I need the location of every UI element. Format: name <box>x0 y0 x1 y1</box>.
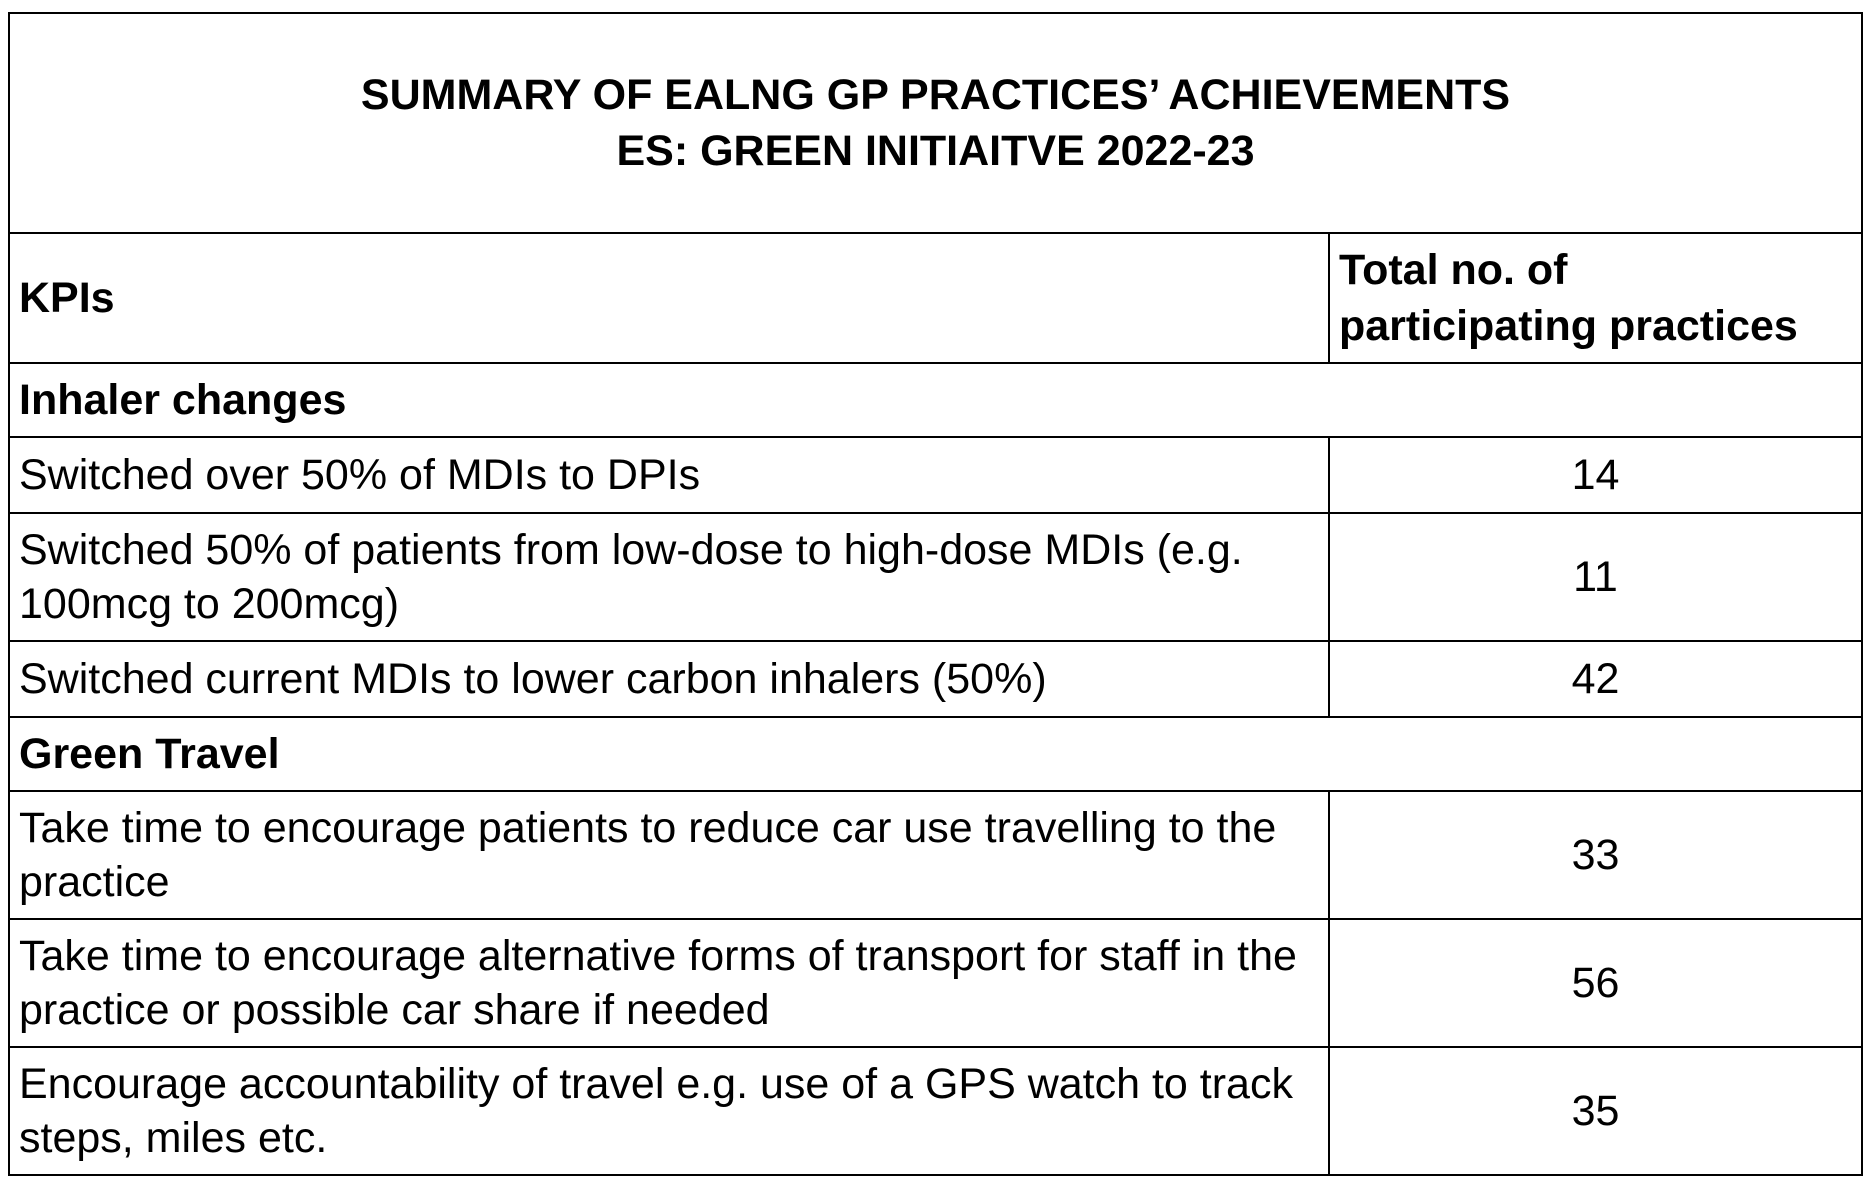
kpi-cell: Switched current MDIs to lower carbon inhalers (50%) <box>9 641 1329 717</box>
kpi-cell: Take time to encourage patients to reduce car use travelling to the practice <box>9 791 1329 919</box>
kpi-summary-table <box>8 12 1863 1176</box>
kpi-cell: Switched over 50% of MDIs to DPIs <box>9 437 1329 513</box>
header-total-line-2: participating practices <box>1339 302 1798 350</box>
total-cell: 35 <box>1329 1047 1862 1175</box>
section-heading: Green Travel <box>9 717 1862 791</box>
table-row <box>9 513 1862 641</box>
table-row <box>9 437 1862 513</box>
total-cell: 14 <box>1329 437 1862 513</box>
title-row <box>9 13 1862 233</box>
total-cell: 33 <box>1329 791 1862 919</box>
table-row <box>9 1047 1862 1175</box>
table-row <box>9 641 1862 717</box>
title-line-1: SUMMARY OF EALNG GP PRACTICES’ ACHIEVEMENTS <box>360 71 1511 119</box>
title-line-2: ES: GREEN INITIAITVE 2022-23 <box>616 127 1255 175</box>
table-title <box>9 13 1862 233</box>
total-cell: 11 <box>1329 513 1862 641</box>
section-heading: Inhaler changes <box>9 363 1862 437</box>
kpi-cell: Encourage accountability of travel e.g. use of a GPS watch to track steps, miles etc. <box>9 1047 1329 1175</box>
kpi-cell: Take time to encourage alternative forms of transport for staff in the practice or possible car share if needed <box>9 919 1329 1047</box>
section-row-green-travel <box>9 717 1862 791</box>
header-total-line-1: Total no. of <box>1339 246 1568 294</box>
header-kpis: KPIs <box>9 233 1329 363</box>
total-cell: 56 <box>1329 919 1862 1047</box>
header-row <box>9 233 1862 363</box>
section-row-inhaler-changes <box>9 363 1862 437</box>
total-cell: 42 <box>1329 641 1862 717</box>
kpi-cell: Switched 50% of patients from low-dose to high-dose MDIs (e.g. 100mcg to 200mcg) <box>9 513 1329 641</box>
header-total-participating <box>1329 233 1862 363</box>
document <box>8 12 1861 1176</box>
table-row <box>9 919 1862 1047</box>
table-row <box>9 791 1862 919</box>
